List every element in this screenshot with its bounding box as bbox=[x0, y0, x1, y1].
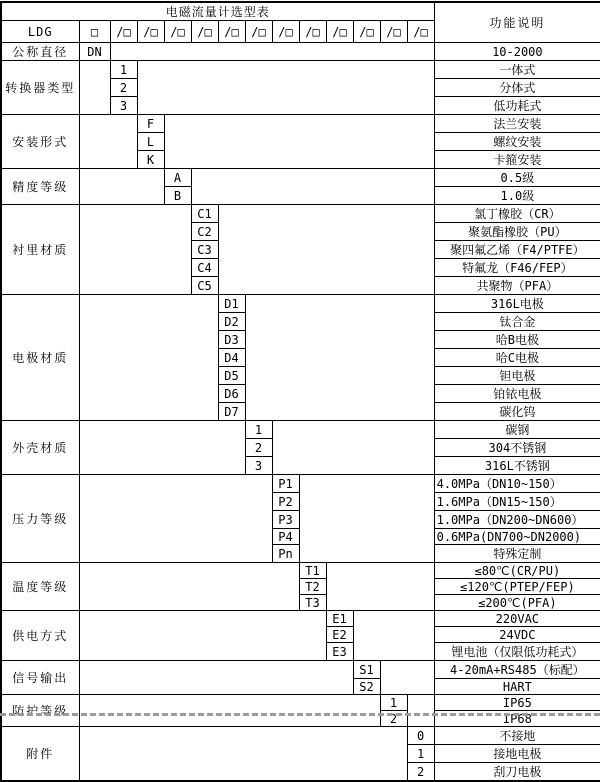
description-cell: 卡箍安装 bbox=[434, 151, 600, 169]
description-cell: ≤120℃(PTEP/FEP) bbox=[434, 579, 600, 595]
model-slot-box: /□ bbox=[245, 21, 272, 43]
table-row bbox=[1, 115, 600, 133]
selection-table bbox=[0, 1, 600, 782]
description-cell: 0.6MPa(DN700~DN2000) bbox=[434, 529, 600, 545]
code-cell: F bbox=[137, 115, 164, 133]
code-cell: 2 bbox=[380, 711, 407, 727]
description-cell: 特氟龙（F46/FEP） bbox=[434, 259, 600, 277]
spacer-cell bbox=[79, 205, 191, 295]
model-slot-box: /□ bbox=[110, 21, 137, 43]
code-cell: T1 bbox=[299, 563, 326, 579]
code-cell: E3 bbox=[326, 643, 353, 661]
code-cell: 0 bbox=[407, 727, 434, 745]
code-cell: DN bbox=[79, 43, 110, 61]
description-cell: 钛合金 bbox=[434, 313, 600, 331]
spacer-cell bbox=[380, 661, 434, 695]
category-label: 温度等级 bbox=[1, 563, 79, 611]
category-label: 转换器类型 bbox=[1, 61, 79, 115]
code-cell: D5 bbox=[218, 367, 245, 385]
description-cell: 碳化钨 bbox=[434, 403, 600, 421]
table-title: 电磁流量计选型表 bbox=[1, 2, 434, 21]
spacer-cell bbox=[79, 611, 326, 661]
table-row bbox=[1, 695, 600, 711]
spacer-cell bbox=[245, 295, 434, 421]
spacer-cell bbox=[79, 563, 299, 611]
spacer-cell bbox=[299, 475, 434, 563]
description-cell: 聚四氟乙烯（F4/PTFE） bbox=[434, 241, 600, 259]
description-cell: HART bbox=[434, 679, 600, 695]
table-row bbox=[1, 611, 600, 627]
code-cell: S1 bbox=[353, 661, 380, 679]
code-cell: E1 bbox=[326, 611, 353, 627]
model-slot-box: /□ bbox=[191, 21, 218, 43]
description-cell: 哈B电极 bbox=[434, 331, 600, 349]
description-cell: 特殊定制 bbox=[434, 545, 600, 563]
table-row bbox=[1, 475, 600, 493]
category-label: 外壳材质 bbox=[1, 421, 79, 475]
table-row bbox=[1, 661, 600, 679]
code-cell: D2 bbox=[218, 313, 245, 331]
spacer-cell bbox=[79, 727, 407, 782]
description-cell: 316L电极 bbox=[434, 295, 600, 313]
category-label: 精度等级 bbox=[1, 169, 79, 205]
description-cell: 低功耗式 bbox=[434, 97, 600, 115]
spacer-cell bbox=[191, 169, 434, 205]
spacer-cell bbox=[79, 61, 110, 115]
spacer-cell bbox=[137, 61, 434, 115]
spacer-cell bbox=[79, 295, 218, 421]
table-row bbox=[1, 563, 600, 579]
spacer-cell bbox=[79, 115, 137, 169]
spacer-cell bbox=[79, 169, 164, 205]
spacer-cell bbox=[353, 611, 434, 661]
code-cell: S2 bbox=[353, 679, 380, 695]
description-cell: 1.0级 bbox=[434, 187, 600, 205]
code-cell: L bbox=[137, 133, 164, 151]
spacer-cell bbox=[79, 421, 245, 475]
model-slot-box: /□ bbox=[380, 21, 407, 43]
spacer-cell bbox=[218, 205, 434, 295]
code-cell: K bbox=[137, 151, 164, 169]
code-cell: P2 bbox=[272, 493, 299, 511]
table-row bbox=[1, 295, 600, 313]
spacer-cell bbox=[79, 661, 353, 695]
category-label: 公称直径 bbox=[1, 43, 79, 61]
code-cell: 1 bbox=[110, 61, 137, 79]
table-row bbox=[1, 169, 600, 187]
code-cell: 2 bbox=[407, 763, 434, 782]
description-cell: 共聚物（PFA） bbox=[434, 277, 600, 295]
code-cell: T3 bbox=[299, 595, 326, 611]
code-cell: 3 bbox=[245, 457, 272, 475]
description-cell: 氯丁橡胶（CR） bbox=[434, 205, 600, 223]
table-row bbox=[1, 61, 600, 79]
table-row bbox=[1, 205, 600, 223]
category-label: 信号输出 bbox=[1, 661, 79, 695]
spacer-cell bbox=[79, 475, 272, 563]
description-cell: 分体式 bbox=[434, 79, 600, 97]
description-cell: 聚氨酯橡胶（PU） bbox=[434, 223, 600, 241]
category-label: 压力等级 bbox=[1, 475, 79, 563]
code-cell: C4 bbox=[191, 259, 218, 277]
description-cell: 哈C电极 bbox=[434, 349, 600, 367]
model-slot-box: /□ bbox=[407, 21, 434, 43]
model-first-code-box: □ bbox=[79, 21, 110, 43]
code-cell: 2 bbox=[110, 79, 137, 97]
code-cell: 2 bbox=[245, 439, 272, 457]
code-cell: C5 bbox=[191, 277, 218, 295]
description-cell: 10-2000 bbox=[434, 43, 600, 61]
description-cell: 4.0MPa（DN10~150） bbox=[434, 475, 600, 493]
code-cell: P1 bbox=[272, 475, 299, 493]
description-cell: 一体式 bbox=[434, 61, 600, 79]
code-cell: E2 bbox=[326, 627, 353, 643]
description-cell: IP68 bbox=[434, 711, 600, 727]
code-cell: D1 bbox=[218, 295, 245, 313]
description-cell: 碳钢 bbox=[434, 421, 600, 439]
code-cell: D7 bbox=[218, 403, 245, 421]
description-cell: 法兰安装 bbox=[434, 115, 600, 133]
code-cell: T2 bbox=[299, 579, 326, 595]
description-cell: 不接地 bbox=[434, 727, 600, 745]
description-cell: 锂电池（仅限低功耗式） bbox=[434, 643, 600, 661]
spacer-cell bbox=[164, 115, 434, 169]
code-cell: 1 bbox=[380, 695, 407, 711]
description-cell: 24VDC bbox=[434, 627, 600, 643]
code-cell: C3 bbox=[191, 241, 218, 259]
code-cell: D3 bbox=[218, 331, 245, 349]
spacer-cell bbox=[110, 43, 434, 61]
model-slot-box: /□ bbox=[137, 21, 164, 43]
code-cell: D4 bbox=[218, 349, 245, 367]
function-column-header: 功能说明 bbox=[434, 2, 600, 43]
spacer-cell bbox=[79, 695, 380, 727]
spacer-cell bbox=[272, 421, 434, 475]
description-cell: 1.0MPa（DN200~DN600） bbox=[434, 511, 600, 529]
code-cell: Pn bbox=[272, 545, 299, 563]
description-cell: 钽电极 bbox=[434, 367, 600, 385]
category-label: 供电方式 bbox=[1, 611, 79, 661]
code-cell: B bbox=[164, 187, 191, 205]
category-label: 电极材质 bbox=[1, 295, 79, 421]
code-cell: 3 bbox=[110, 97, 137, 115]
code-cell: P3 bbox=[272, 511, 299, 529]
code-cell: C2 bbox=[191, 223, 218, 241]
description-cell: 螺纹安装 bbox=[434, 133, 600, 151]
code-cell: D6 bbox=[218, 385, 245, 403]
description-cell: 304不锈钢 bbox=[434, 439, 600, 457]
model-slot-box: /□ bbox=[272, 21, 299, 43]
category-label: 附件 bbox=[1, 727, 79, 782]
category-label: 衬里材质 bbox=[1, 205, 79, 295]
model-prefix: LDG bbox=[1, 21, 79, 43]
category-label: 安装形式 bbox=[1, 115, 79, 169]
description-cell: 316L不锈钢 bbox=[434, 457, 600, 475]
model-slot-box: /□ bbox=[164, 21, 191, 43]
description-cell: 4-20mA+RS485（标配） bbox=[434, 661, 600, 679]
code-cell: C1 bbox=[191, 205, 218, 223]
description-cell: 接地电极 bbox=[434, 745, 600, 763]
category-label: 防护等级 bbox=[1, 695, 79, 727]
model-slot-box: /□ bbox=[353, 21, 380, 43]
spacer-cell bbox=[326, 563, 434, 611]
table-row bbox=[1, 421, 600, 439]
description-cell: 刮刀电极 bbox=[434, 763, 600, 782]
description-cell: ≤80℃(CR/PU) bbox=[434, 563, 600, 579]
code-cell: 1 bbox=[407, 745, 434, 763]
model-slot-box: /□ bbox=[326, 21, 353, 43]
description-cell: 铂铱电极 bbox=[434, 385, 600, 403]
model-slot-box: /□ bbox=[218, 21, 245, 43]
description-cell: 1.6MPa（DN15~150） bbox=[434, 493, 600, 511]
spacer-cell bbox=[407, 695, 434, 727]
code-cell: A bbox=[164, 169, 191, 187]
code-cell: P4 bbox=[272, 529, 299, 545]
description-cell: ≤200℃(PFA) bbox=[434, 595, 600, 611]
description-cell: IP65 bbox=[434, 695, 600, 711]
code-cell: 1 bbox=[245, 421, 272, 439]
description-cell: 0.5级 bbox=[434, 169, 600, 187]
table-row bbox=[1, 43, 600, 61]
description-cell: 220VAC bbox=[434, 611, 600, 627]
table-row bbox=[1, 727, 600, 745]
model-slot-box: /□ bbox=[299, 21, 326, 43]
